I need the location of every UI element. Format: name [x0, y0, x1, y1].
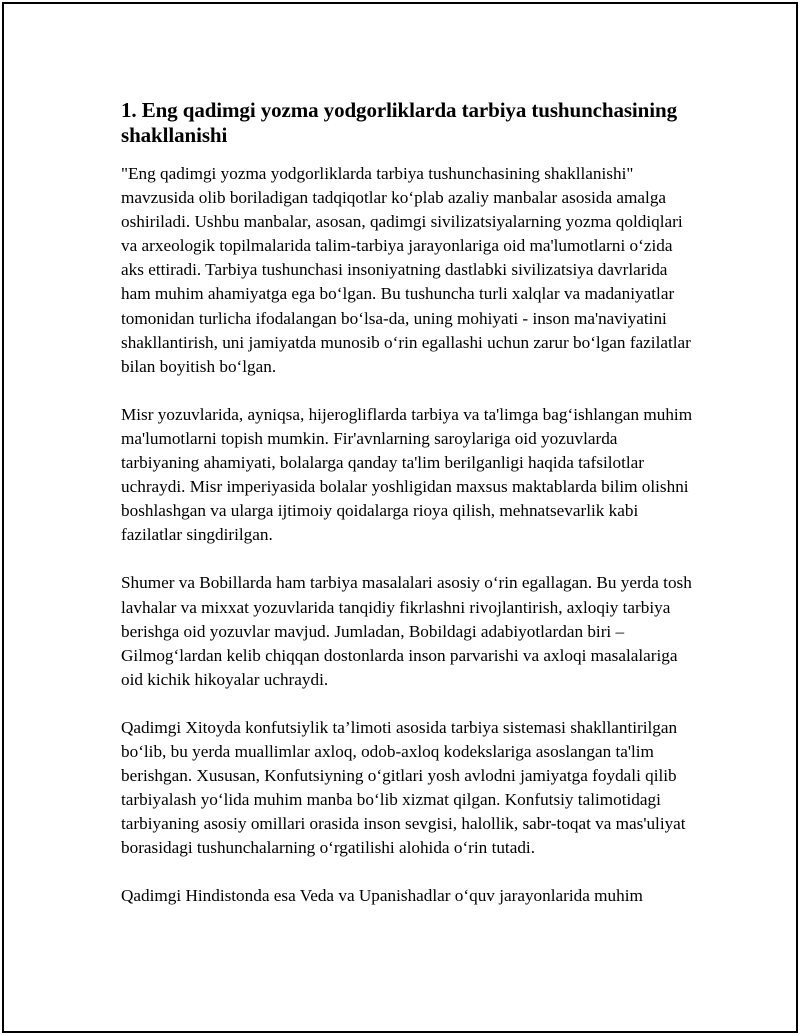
- document-body: [121, 98, 696, 933]
- paragraph-egypt: Misr yozuvlarida, ayniqsa, hijerogliflarda tarbiya va ta'limga bag‘ishlangan muhim ma'lumotlarni topish mumkin. Fir'avnlarning saroylariga oid yozuvlarda tarbiyaning ahamiyati, bolalarga qanday ta'lim berilganligi haqida tafsilotlar uchraydi. Misr imperiyasida bolalar yoshligidan maxsus maktablarda bilim olishni boshlashgan va ularga ijtimoiy qoidalarga rioya qilish, mehnatsevarlik kabi fazilatlar singdirilgan.: [121, 404, 693, 545]
- page-frame: [2, 2, 798, 1033]
- section-heading: 1. Eng qadimgi yozma yodgorliklarda tarbiya tushunchasining shakllanishi: [121, 98, 677, 147]
- paragraph-sumer-babylon: Shumer va Bobillarda ham tarbiya masalalari asosiy o‘rin egallagan. Bu yerda tosh lavhalar va mixxat yozuvlarida tanqidiy fikrlashni rivojlantirish, axloqiy tarbiya berishga oid yozuvlar mavjud. Jumladan, Bobildagi adabiyotlardan biri – Gilmog‘lardan kelib chiqqan dostonlarda inson parvarishi va axloqi masalalariga oid kichik hikoyalar uchraydi.: [121, 573, 692, 689]
- paragraph-intro: "Eng qadimgi yozma yodgorliklarda tarbiya tushunchasining shakllanishi" mavzusida olib boriladigan tadqiqotlar ko‘plab azaliy manbalar asosida amalga oshiriladi. Ushbu manbalar, asosan, qadimgi sivilizatsiyalarning yozma qoldiqlari va arxeologik topilmalarida talim-tarbiya jarayonlariga oid ma'lumotlarni o‘zida aks ettiradi. Tarbiya tushunchasi insoniyatning dastlabki sivilizatsiya davrlarida ham muhim ahamiyatga ega bo‘lgan. Bu tushuncha turli xalqlar va madaniyatlar tomonidan turlicha ifodalangan bo‘lsa-da, uning mohiyati - inson ma'naviyatini shakllantirish, uni jamiyatda munosib o‘rin egallashi uchun zarur bo‘lgan fazilatlar bilan boyitish bo‘lgan.: [121, 164, 691, 376]
- paragraph-china: Qadimgi Xitoyda konfutsiylik ta’limoti asosida tarbiya sistemasi shakllantirilgan bo‘lib, bu yerda muallimlar axloq, odob-axloq kodekslariga asoslangan ta'lim berishgan. Xususan, Konfutsiyning o‘gitlari yosh avlodni jamiyatga foydali qilib tarbiyalash yo‘lida muhim manba bo‘lib xizmat qilgan. Konfutsiy talimotidagi tarbiyaning asosiy omillari orasida inson sevgisi, halollik, sabr-toqat va mas'uliyat borasidagi tushunchalarning o‘rgatilishi alohida o‘rin tutadi.: [121, 717, 686, 858]
- paragraph-india: Qadimgi Hindistonda esa Veda va Upanishadlar o‘quv jarayonlarida muhim: [121, 886, 643, 906]
